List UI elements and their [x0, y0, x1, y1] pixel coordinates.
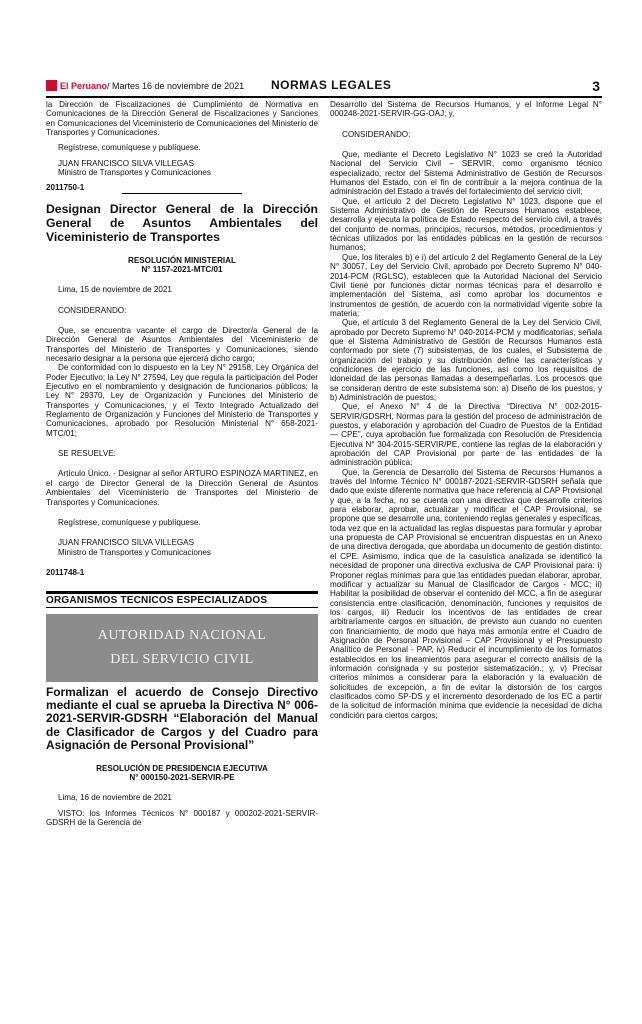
signer-name: JUAN FRANCISCO SILVA VILLEGAS — [58, 158, 194, 168]
resolution-number: N° 1157-2021-MTC/01 — [141, 264, 223, 274]
resolution-title: RESOLUCIÓN MINISTERIAL — [128, 255, 236, 265]
right-column — [330, 100, 602, 720]
articulo-unico: Artículo Único. - Designar al señor ARTURO ESPINOZA MARTINEZ, en el cargo de Director General de la Dirección General de Asuntos Ambientales del Viceministerio de Transportes del Ministerio de Transportes y Comunicaciones. — [46, 469, 318, 507]
page-header — [46, 78, 602, 98]
section-title: NORMAS LEGALES — [271, 78, 392, 92]
body-paragraph: Que, la Gerencia de Desarrollo del Sistema de Recursos Humanos a través del Informe Técnico N° 000187-2021-SERVIR-GDSRH señala que dado que existe diferente normativa que hace referencia al CAP Provisional y que, a la fecha, no se cuenta con una directiva que desarrolle criterios para elaborar, aprobar, actualizar y modificar el CAP Provisional, se propone que se desarrolle una, conteniendo reglas generales y específicas, toda vez que en la actualidad las reglas dispuestas para formular y aprobar una propuesta de CAP Provisional se encuentran dispuestas en un Anexo de una directiva derogada, que abordaba un documento de gestión distinto: el CPE. Asimismo, indica que de la casuística analizada se identificó la necesidad de proponer una directiva exclusiva de CAP Provisional para: i) Proponer reglas mínimas para que las entidades puedan elaborar, aprobar, modificar y actualizar su Manual de Clasificador de Cargos - MCC; ii) Habilitar la posibilidad de observar el contenido del MCC, a fin de asegurar consistencia entre clasificación, denominación, funciones y requisitos de los cargos, iii) Reducir los incentivos de las entidades de crear arbitrariamente cargos en situación, de previsto aun cuando no cuenten con financiamiento, de modo que haya más armonía entre el Cuadro de Asignación de Personal Provisional – CAP Provisional y el Presupuesto Analítico de Personal - PAP, iv) Reducir el incumplimiento de los formatos establecidos en los lineamientos para asegurar el correcto análisis de la información consignada y su posterior sistematización.; y, v) Precisar criterios mínimos a considerar para la elaboración y la evaluación de solicitudes de excepción, a fin de evitar la distorsión de los cargos clasificados como SP-DS y el incremento desordenado de los EC a partir de la solicitud de información mínima que evidencie la necesidad de dicha condición para ciertos cargos; — [330, 467, 602, 720]
publication-code: 2011750-1 — [46, 183, 85, 193]
body-paragraph: Que, el artículo 2 del Decreto Legislativo N° 1023, dispone que el Sistema Administrativo de Gestión de Recursos Humanos establece, desarrolla y ejecuta la política de Estado respecto del servicio civil, a través del conjunto de normas, principios, recursos, métodos, procedimientos y técnicas utilizados por las entidades públicas en la gestión de recursos humanos; — [330, 196, 602, 253]
registrese-line: Regístrese, comuníquese y publíquese. — [58, 143, 201, 153]
signer-title: Ministro de Transportes y Comunicaciones — [58, 168, 211, 178]
newspaper-name: El Peruano — [60, 81, 108, 91]
resolution-title: RESOLUCIÓN DE PRESIDENCIA EJECUTIVA — [96, 763, 268, 773]
issue-date: / Martes 16 de noviembre de 2021 — [107, 81, 245, 91]
body-paragraph: Que, mediante el Decreto Legislativo N° 1023 se creó la Autoridad Nacional del Servicio Civil – SERVIR, como organismo técnico especializado, rector del Sistema Administrativo de Gestión de Recursos Humanos del Estado, con el fin de contribuir a la mejora continua de la administración del Estado a través del fortalecimiento del servicio civil; — [330, 150, 602, 197]
body-paragraph: Que, el Anexo N° 4 de la Directiva “Directiva N° 002-2015-SERVIR/GDSRH, Normas para la gestión del proceso de administración de puestos, y elaboración y aprobación del Cuadro de Puestos de la Entidad — CPE”, cuya aprobación fue formalizada con Resolución de Presidencia Ejecutiva N° 304-2015-SERVIR/PE, contiene las reglas de la elaboración y aprobación del CAP Provisional por parte de las entidades de la administración pública; — [330, 402, 602, 468]
institution-banner — [46, 614, 318, 682]
peru-coat-of-arms-icon — [46, 80, 57, 91]
banner-line: DEL SERVICIO CIVIL — [110, 651, 254, 667]
visto-paragraph: VISTO: los Informes Técnicos N° 000187 y 000202-2021-SERVIR-GDSRH de la Gerencia de — [46, 808, 318, 827]
page-number: 3 — [592, 78, 600, 94]
continuation-paragraph: Desarrollo del Sistema de Recursos Humanos, y el Informe Legal N° 000248-2021-SERVIR-GG-OAJ; y, — [330, 100, 602, 119]
considerando-heading: CONSIDERANDO: — [58, 305, 127, 315]
article-headline: Formalizan el acuerdo de Consejo Directivo mediante el cual se aprueba la Directiva N° 006-2021-SERVIR-GDSRH “Elaboración del Manual de Clasificador de Cargos y del Cuadro para Asignación de Personal Provisional” — [46, 684, 318, 753]
body-paragraph: De conformidad con lo dispuesto en la Ley N° 29158, Ley Orgánica del Poder Ejecutivo; la Ley N° 27594, Ley que regula la participación del Poder Ejecutivo en el nombramiento y designación de funcionarios públicos; la Ley N° 29370, Ley de Organización y Funciones del Ministerio de Transportes y Comunicaciones, y el Texto Integrado Actualizado del Reglamento de Organización y Funciones del Ministerio de Transportes y Comunicaciones, aprobado por Resolución Ministerial N° 658-2021-MTC/01; — [46, 363, 318, 438]
intro-paragraph: la Dirección de Fiscalizaciones de Cumplimiento de Normativa en Comunicaciones de la Dirección General de Fiscalizaciones y Sanciones en Comunicaciones del Viceministerio de Comunicaciones del Ministerio de Transportes y Comunicaciones. — [46, 100, 318, 138]
body-paragraph: Que, el artículo 3 del Reglamento General de la Ley del Servicio Civil, aprobado por Decreto Supremo N° 040-2014-PCM y modificatorias, señala que el Sistema Administrativo de Gestión de Recursos Humanos está conformado por siete (7) subsistemas, de los cuales, el Subsistema de organización del trabajo y su distribución define las características y condiciones de ejercicio de las funciones, así como los requisitos de idoneidad de las personas llamadas a desempeñarlas. Los procesos que se consideran dentro de este subsistema son: a) Diseño de los puestos, y b) Administración de puestos; — [330, 318, 602, 402]
banner-line: AUTORIDAD NACIONAL — [97, 627, 267, 643]
considerando-heading: CONSIDERANDO: — [342, 129, 411, 139]
signer-title: Ministro de Transportes y Comunicaciones — [58, 547, 211, 557]
left-column — [46, 100, 318, 827]
section-bar: ORGANISMOS TECNICOS ESPECIALIZADOS — [46, 591, 318, 607]
se-resuelve-heading: SE RESUELVE: — [58, 449, 116, 459]
body-paragraph: Que, los literales b) e i) del artículo 2 del Reglamento General de la Ley N° 30057, Ley del Servicio Civil, aprobado por Decreto Supremo N° 040-2014-PCM (RGLSC), establecen que la Autoridad Nacional del Servicio Civil tiene por funciones dictar normas técnicas para el desarrollo e implementación del Sistema, así como aprobar los documentos e instrumentos de gestión, de acuerdo con la normatividad vigente sobre la materia; — [330, 252, 602, 318]
registrese-line: Regístrese, comuníquese y publíquese. — [58, 517, 201, 527]
resolution-number: N° 000150-2021-SERVIR-PE — [129, 772, 235, 782]
signer-name: JUAN FRANCISCO SILVA VILLEGAS — [58, 538, 194, 548]
masthead — [46, 80, 244, 91]
article-headline: Designan Director General de la Dirección General de Asuntos Ambientales del Viceministerio de Transportes — [46, 201, 318, 245]
body-paragraph: Que, se encuentra vacante el cargo de Director/a General de la Dirección General de Asuntos Ambientales del Viceministerio de Transportes del Ministerio de Transportes y Comunicaciones, siendo necesario designar a la persona que ejercerá dicho cargo; — [46, 326, 318, 364]
publication-code: 2011748-1 — [46, 567, 85, 577]
place-date: Lima, 16 de noviembre de 2021 — [58, 793, 172, 803]
place-date: Lima, 15 de noviembre de 2021 — [58, 285, 172, 295]
